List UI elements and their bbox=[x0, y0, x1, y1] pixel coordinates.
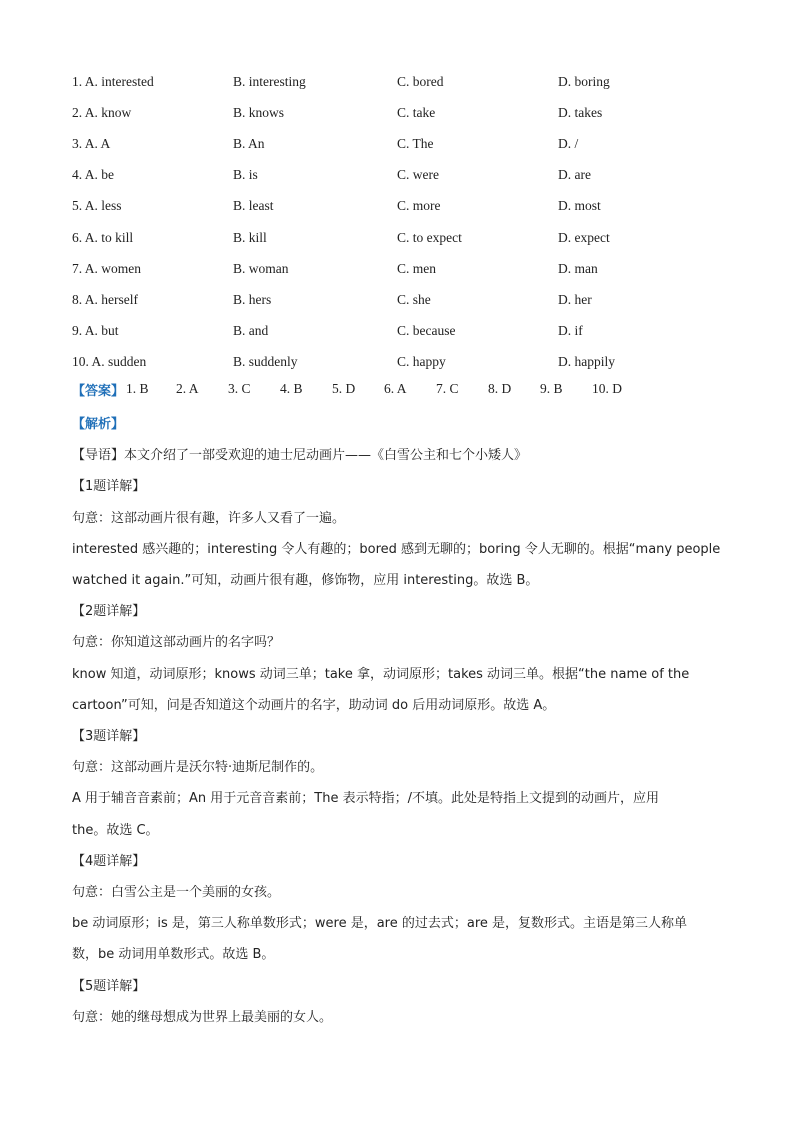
option-row bbox=[72, 191, 732, 222]
detail-line: be 动词原形；is 是，第三人称单数形式；were 是，are 的过去式；are 是，复数形式。主语是第三人称单 bbox=[72, 916, 688, 932]
option-row bbox=[72, 160, 732, 191]
option-cell: C. happy bbox=[397, 354, 446, 370]
option-row bbox=[72, 347, 732, 378]
option-row bbox=[72, 253, 732, 284]
option-row bbox=[72, 284, 732, 315]
detail-line: A 用于辅音音素前；An 用于元音音素前；The 表示特指；/不填。此处是特指上文提到的动画片，应用 bbox=[72, 791, 659, 807]
options-table bbox=[72, 66, 732, 378]
option-row bbox=[72, 66, 732, 97]
option-row bbox=[72, 316, 732, 347]
option-cell: C. were bbox=[397, 167, 439, 183]
option-cell: D. most bbox=[558, 198, 601, 214]
option-cell: C. because bbox=[397, 323, 456, 339]
option-cell: 4. A. be bbox=[72, 167, 114, 183]
detail-line: know 知道，动词原形；knows 动词三单；take 拿，动词原形；takes 动词三单。根据“the name of the bbox=[72, 666, 690, 682]
option-cell: B. kill bbox=[233, 229, 267, 245]
option-cell: B. woman bbox=[233, 260, 289, 276]
option-row bbox=[72, 222, 732, 253]
option-row bbox=[72, 97, 732, 128]
answer-line bbox=[72, 378, 644, 400]
answer-item: 5. D bbox=[332, 381, 356, 396]
option-cell: D. happily bbox=[558, 354, 615, 370]
answer-item: 6. A bbox=[384, 381, 407, 396]
answer-item: 3. C bbox=[228, 381, 251, 396]
detail-heading: 【3题详解】 bbox=[72, 729, 146, 745]
option-cell: B. suddenly bbox=[233, 354, 298, 370]
detail-line: the。故选 C。 bbox=[72, 822, 159, 838]
detail-line: 句意：你知道这部动画片的名字吗？ bbox=[72, 635, 281, 651]
option-cell: B. least bbox=[233, 198, 274, 214]
analysis-section bbox=[72, 409, 722, 1033]
option-cell: B. interesting bbox=[233, 73, 306, 89]
option-cell: 3. A. A bbox=[72, 135, 111, 151]
detail-line: 句意：这部动画片是沃尔特·迪斯尼制作的。 bbox=[72, 760, 324, 776]
guide-text: 【导语】本文介绍了一部受欢迎的迪士尼动画片——《白雪公主和七个小矮人》 bbox=[72, 448, 528, 464]
option-cell: C. take bbox=[397, 104, 436, 120]
option-cell: B. is bbox=[233, 167, 258, 183]
option-cell: C. to expect bbox=[397, 229, 462, 245]
option-cell: 8. A. herself bbox=[72, 291, 138, 307]
detail-heading: 【2题详解】 bbox=[72, 604, 146, 620]
option-cell: 1. A. interested bbox=[72, 73, 154, 89]
option-cell: 10. A. sudden bbox=[72, 354, 147, 370]
option-cell: D. her bbox=[558, 291, 592, 307]
option-cell: D. expect bbox=[558, 229, 610, 245]
option-cell: C. she bbox=[397, 291, 431, 307]
analysis-label: 【解析】 bbox=[72, 417, 125, 432]
detail-line: cartoon”可知，问是否知道这个动画片的名字，助动词 do 后用动词原形。故选 A。 bbox=[72, 697, 556, 713]
answer-list bbox=[124, 381, 644, 397]
option-cell: C. more bbox=[397, 198, 441, 214]
option-cell: D. boring bbox=[558, 73, 610, 89]
detail-heading: 【1题详解】 bbox=[72, 479, 146, 495]
answer-item: 7. C bbox=[436, 381, 459, 396]
detail-line: 数，be 动词用单数形式。故选 B。 bbox=[72, 947, 275, 963]
answer-label: 【答案】 bbox=[72, 383, 125, 399]
detail-line: interested 感兴趣的；interesting 令人有趣的；bored 感到无聊的；boring 令人无聊的。根据“many people bbox=[72, 541, 721, 557]
detail-line: 句意：她的继母想成为世界上最美丽的女人。 bbox=[72, 1009, 333, 1025]
option-cell: 6. A. to kill bbox=[72, 229, 134, 245]
answer-item: 10. D bbox=[592, 381, 623, 396]
option-cell: C. men bbox=[397, 260, 436, 276]
answer-item: 2. A bbox=[176, 381, 199, 396]
option-cell: 2. A. know bbox=[72, 104, 132, 120]
option-cell: B. and bbox=[233, 323, 269, 339]
answer-item: 9. B bbox=[540, 381, 563, 396]
option-cell: D. man bbox=[558, 260, 598, 276]
option-cell: 5. A. less bbox=[72, 198, 122, 214]
detail-heading: 【4题详解】 bbox=[72, 853, 146, 869]
answer-item: 8. D bbox=[488, 381, 512, 396]
option-cell: D. takes bbox=[558, 104, 603, 120]
option-cell: C. The bbox=[397, 135, 434, 151]
option-row bbox=[72, 128, 732, 159]
option-cell: 7. A. women bbox=[72, 260, 141, 276]
option-cell: D. / bbox=[558, 135, 579, 151]
option-cell: D. are bbox=[558, 167, 591, 183]
option-cell: D. if bbox=[558, 323, 583, 339]
detail-list bbox=[72, 471, 722, 1033]
answer-item: 4. B bbox=[280, 381, 303, 396]
detail-line: 句意：白雪公主是一个美丽的女孩。 bbox=[72, 885, 281, 901]
option-cell: B. knows bbox=[233, 104, 285, 120]
option-cell: 9. A. but bbox=[72, 323, 119, 339]
detail-heading: 【5题详解】 bbox=[72, 978, 146, 994]
detail-line: watched it again.”可知，动画片很有趣，修饰物，应用 interesting。故选 B。 bbox=[72, 573, 539, 589]
option-cell: B. An bbox=[233, 135, 265, 151]
answer-item: 1. B bbox=[126, 381, 149, 396]
detail-line: 句意：这部动画片很有趣，许多人又看了一遍。 bbox=[72, 510, 346, 526]
option-cell: C. bored bbox=[397, 73, 444, 89]
option-cell: B. hers bbox=[233, 291, 272, 307]
